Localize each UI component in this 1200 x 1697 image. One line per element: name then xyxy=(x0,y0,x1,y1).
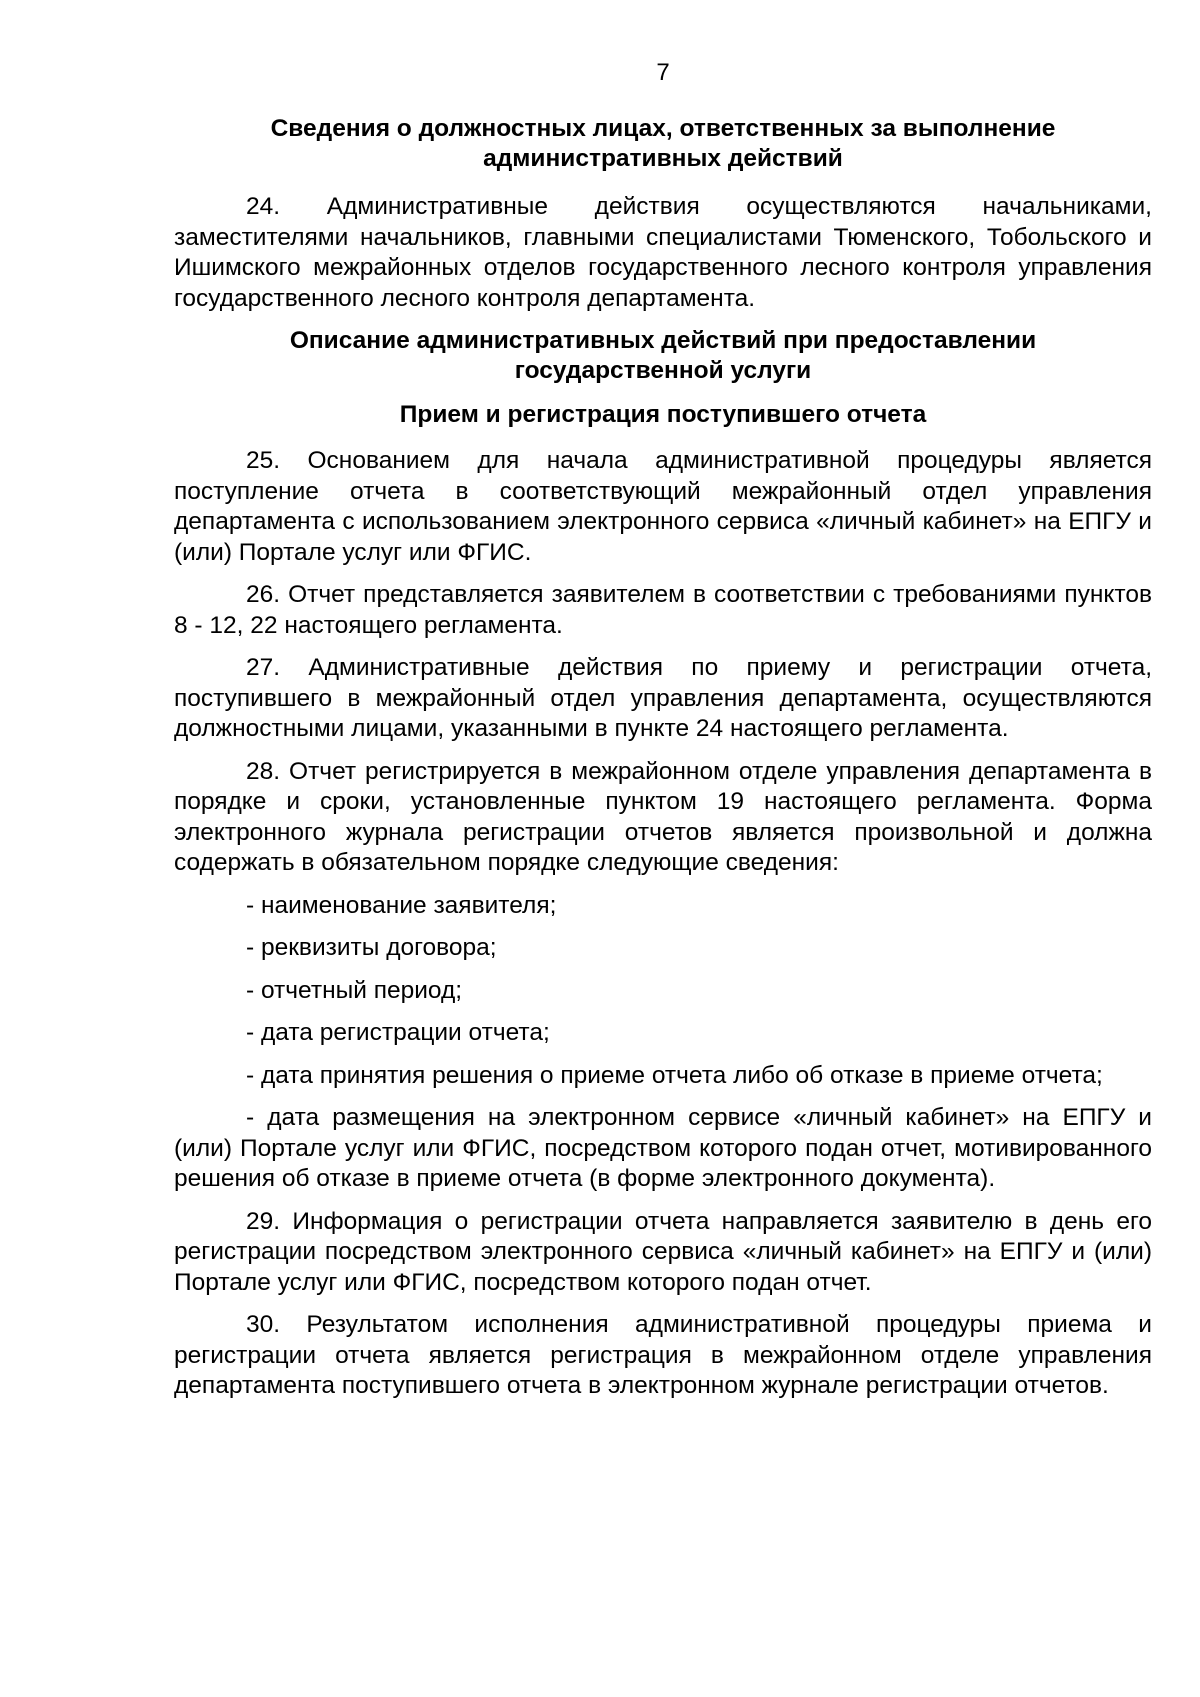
subsection-heading-reception: Прием и регистрация поступившего отчета xyxy=(399,401,927,428)
heading-line: Сведения о должностных лицах, ответственных за выполнение xyxy=(270,115,1056,142)
list-item: - наименование заявителя; xyxy=(246,891,557,919)
list-item: - дата регистрации отчета; xyxy=(246,1019,550,1046)
list-item: - реквизиты договора; xyxy=(246,934,497,961)
paragraph-27: 27. Административные действия по приему и регистрации отчета, поступившего в межрайонный отдел управления департамента, осуществляются должностными лицами, указанными в пункте 24 настоящего регламента. xyxy=(174,654,1152,742)
paragraph-26: 26. Отчет представляется заявителем в соответствии с требованиями пунктов 8 - 12, 22 настоящего регламента. xyxy=(174,581,1152,639)
paragraph-28: 28. Отчет регистрируется в межрайонном отделе управления департамента в порядке и сроки, установленные пунктом 19 настоящего регламента. Форма электронного журнала регистрации отчетов является произвольной и должна содержать в обязательном порядке следующие сведения: xyxy=(174,757,1152,876)
list-item: - дата размещения на электронном сервисе «личный кабинет» на ЕПГУ и (или) Портале услуг или ФГИС, посредством которого подан отчет, мотивированного решения об отказе в приеме отчета (в форме электронного документа). xyxy=(174,1104,1152,1192)
paragraph-30: 30. Результатом исполнения административной процедуры приема и регистрации отчета является регистрация в межрайонном отделе управления департамента поступившего отчета в электронном журнале регистрации отчетов. xyxy=(174,1311,1152,1399)
heading-line: государственной услуги xyxy=(514,357,812,384)
document-body xyxy=(174,114,1152,1414)
heading-line: административных действий xyxy=(483,145,843,172)
paragraph-29: 29. Информация о регистрации отчета направляется заявителю в день его регистрации посредством электронного сервиса «личный кабинет» на ЕПГУ и (или) Портале услуг или ФГИС, посредством которого подан отчет. xyxy=(174,1207,1152,1296)
list-item: - дата принятия решения о приеме отчета либо об отказе в приеме отчета; xyxy=(246,1061,1103,1089)
paragraph-25: 25. Основанием для начала административной процедуры является поступление отчета в соответствующий межрайонный отдел управления департамента с использованием электронного сервиса «личный кабинет» на ЕПГУ и (или) Портале услуг или ФГИС. xyxy=(174,447,1152,566)
section-heading-officials xyxy=(174,114,1152,174)
page-number: 7 xyxy=(656,59,670,86)
list-item: - отчетный период; xyxy=(246,976,463,1004)
heading-line: Описание административных действий при предоставлении xyxy=(289,327,1037,354)
paragraph-24: 24. Административные действия осуществляются начальниками, заместителями начальников, главными специалистами Тюменского, Тобольского и Ишимского межрайонных отделов государственного лесного контроля управления государственного лесного контроля департамента. xyxy=(174,193,1152,312)
section-heading-description xyxy=(174,326,1152,386)
